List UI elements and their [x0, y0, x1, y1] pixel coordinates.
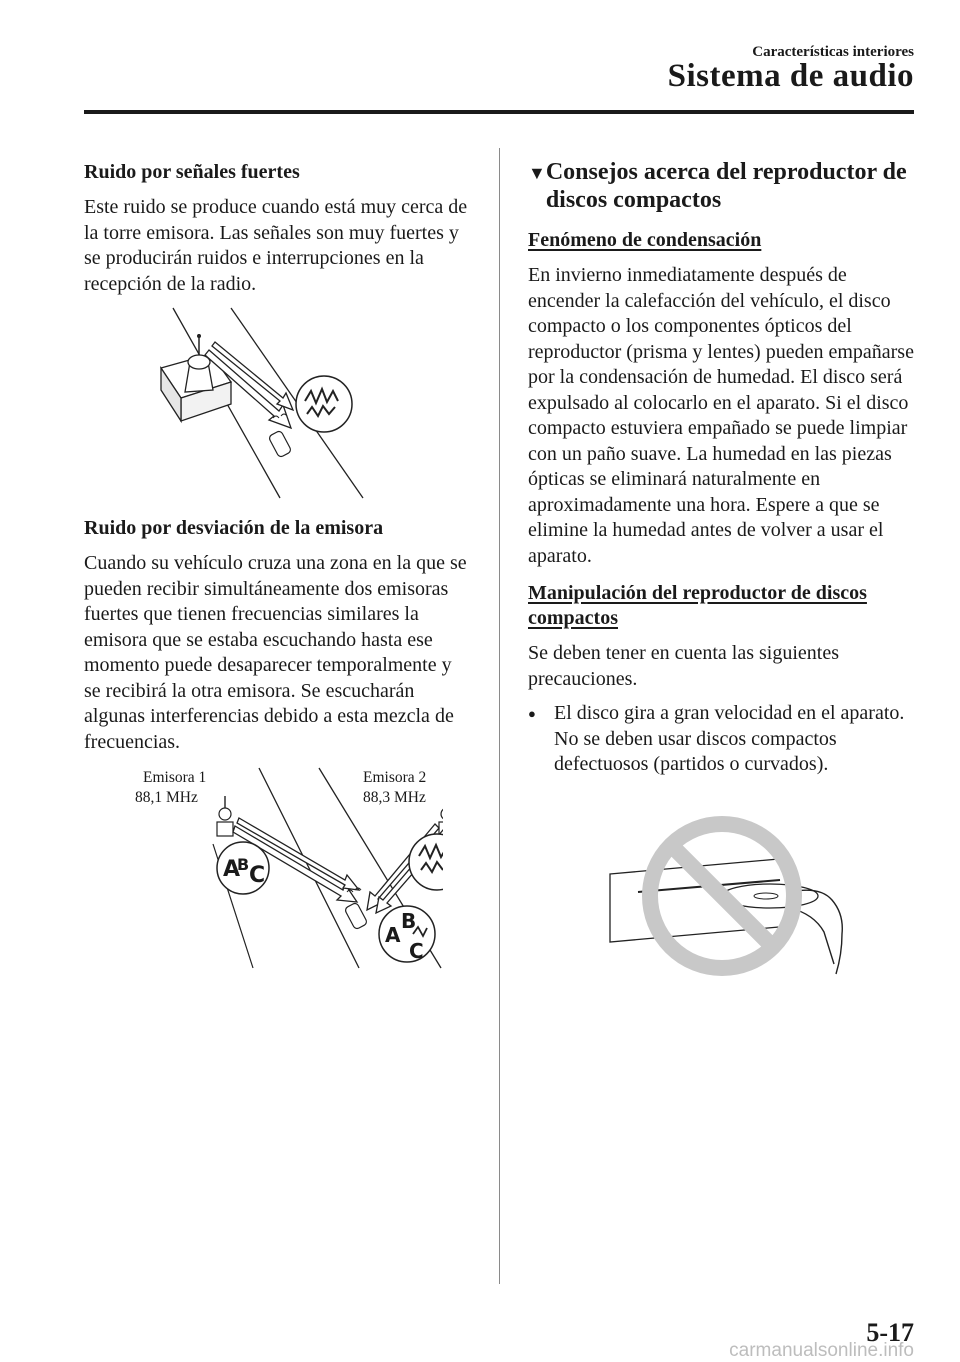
heading-cd-handling: Manipulación del reproductor de discos compactos	[528, 582, 867, 629]
signal-letter-b: B	[237, 855, 250, 874]
paragraph-condensation: En invierno inmediatamente después de encender la calefacción del vehículo, el disco compacto o los componentes ópticos del reproductor (prisma y lentes) pueden empañarse por la condensación de humedad. El disco será expulsado al colocarlo en el aparato. Si el disco compacto estuviera empañado se puede limpiar con un paño suave. La humedad en las piezas ópticas se eliminará naturalmente en aproximadamente una hora. Espere a que se elimine la humedad antes de volver a usar el aparato.	[528, 264, 914, 567]
heading-strong-signal-noise: Ruido por señales fuertes	[84, 161, 300, 183]
signal-letter-c: C	[249, 863, 266, 888]
left-column	[84, 158, 472, 972]
mixed-letter-c: C	[409, 939, 424, 963]
abc-bubble-left-icon	[217, 842, 269, 894]
paragraph-strong-signal: Este ruido se produce cuando está muy cerca de la torre emisora. Las señales son muy fuertes y se producirán ruidos e interrupciones en la recepción de la radio.	[84, 196, 468, 295]
mixed-letter-b: B	[401, 909, 417, 933]
noise-bubble-right-icon	[409, 834, 443, 890]
figure-tower-interference	[153, 306, 403, 504]
page-title: Sistema de audio	[667, 58, 914, 94]
paragraph-station-drift: Cuando su vehículo cruza una zona en la que se pueden recibir simultáneamente dos emisoras fuertes que tienen frecuencias similares la emisora que se estaba escuchando hasta ese momento puede desaparecer temporalmente y se recibirá la otra emisora. Se escucharán algunas interferencias debido a esta mezcla de frecuencias.	[84, 552, 467, 753]
bullet-text: El disco gira a gran velocidad en el aparato. No se deben usar discos compactos defectuosos (partidos o curvados).	[554, 702, 905, 775]
station-2-frequency-label: 88,3 MHz	[363, 789, 426, 806]
bullet-item	[528, 701, 916, 778]
station-1-frequency-label: 88,1 MHz	[135, 789, 198, 806]
mixed-letter-a: A	[385, 923, 401, 947]
page-number: 5-17	[866, 1318, 914, 1347]
column-divider	[499, 148, 500, 1284]
section-title-text: Consejos acerca del reproductor de discos compactos	[545, 159, 907, 213]
noise-bubble-icon	[296, 376, 352, 432]
paragraph-precautions: Se deben tener en cuenta las siguientes precauciones.	[528, 642, 839, 690]
mixed-signal-bubble-icon	[379, 906, 435, 963]
header-section: Características interiores	[752, 44, 914, 60]
heading-condensation: Fenómeno de condensación	[528, 229, 762, 251]
station-1-name-label: Emisora 1	[143, 769, 207, 786]
triangle-marker-icon: ▼	[528, 163, 546, 183]
watermark: carmanualsonline.info	[729, 1340, 914, 1361]
signal-letter-a: A	[223, 857, 241, 882]
section-title	[528, 158, 916, 214]
heading-station-drift-noise: Ruido por desviación de la emisora	[84, 517, 384, 539]
header-rule	[84, 110, 914, 114]
station-2-name-label: Emisora 2	[363, 769, 427, 786]
station-1-tower-icon	[217, 796, 233, 836]
figure-no-damaged-disc	[580, 814, 880, 984]
right-column	[528, 158, 916, 984]
bullet-dot-icon: ●	[528, 706, 536, 721]
figure-station-overlap	[113, 764, 443, 972]
